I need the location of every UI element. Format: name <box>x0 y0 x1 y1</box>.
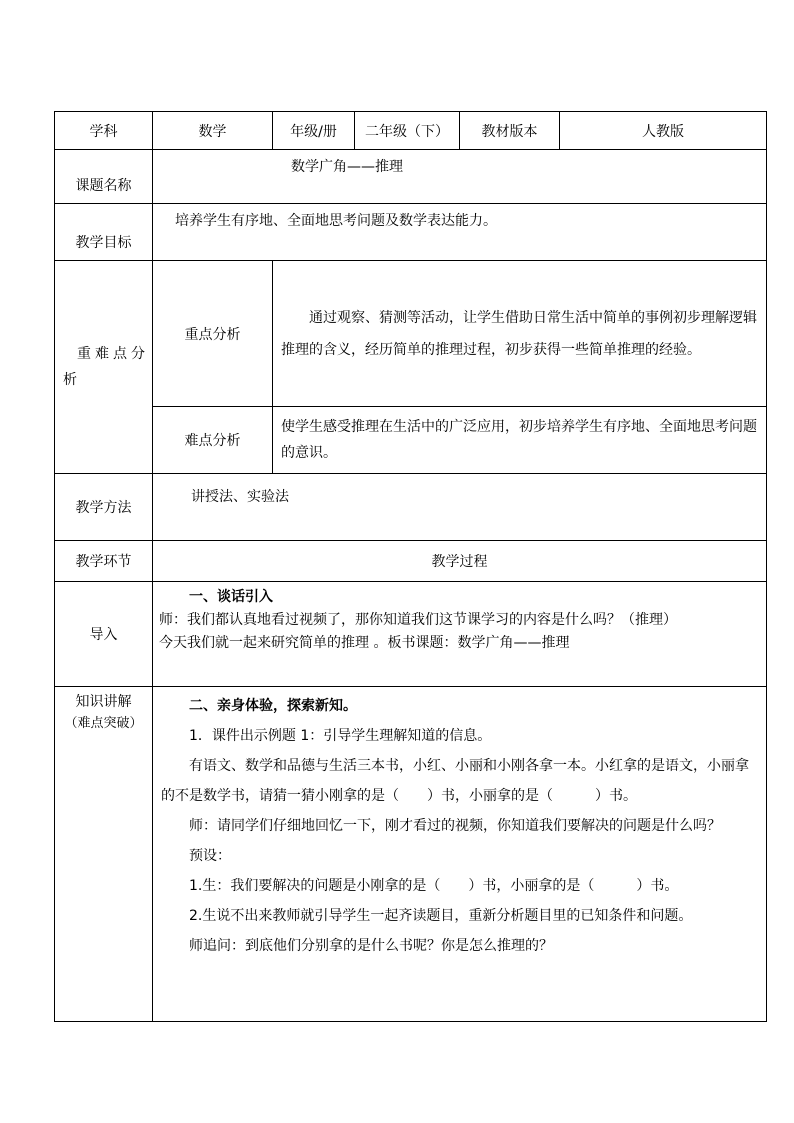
knowledge-p6: 2.生说不出来教师就引导学生一起齐读题目，重新分析题目里的已知条件和问题。 <box>189 908 693 924</box>
knowledge-content <box>153 687 766 967</box>
goal-value: 培养学生有序地、全面地思考问题及数学表达能力。 <box>175 213 497 229</box>
grade-value: 二年级（下） <box>355 112 460 150</box>
topic-label: 课题名称 <box>55 150 153 204</box>
knowledge-p3: 师：请同学们仔细地回忆一下，刚才看过的视频，你知道我们要解决的问题是什么吗？ <box>189 818 721 834</box>
header-row <box>55 112 767 150</box>
method-value: 讲授法、实验法 <box>191 489 289 505</box>
difficult-text: 使学生感受推理在生活中的广泛应用，初步培养学生有序地、全面地思考问题的意识。 <box>281 419 757 461</box>
difficult-label: 难点分析 <box>153 407 273 474</box>
goal-label: 教学目标 <box>55 204 153 261</box>
knowledge-label-2: （难点突破） <box>64 716 143 731</box>
knowledge-p7: 师追问：到底他们分别拿的是什么书呢？你是怎么推理的？ <box>189 938 553 954</box>
topic-value: 数学广角——推理 <box>291 159 403 175</box>
method-cell <box>153 474 767 541</box>
knowledge-label-cell <box>55 687 153 1022</box>
process-header-row <box>55 541 767 582</box>
analysis-label-cell <box>55 261 153 474</box>
intro-cell <box>153 582 767 687</box>
key-analysis-row <box>55 261 767 407</box>
key-text-cell <box>273 261 767 407</box>
difficult-text-cell <box>273 407 767 474</box>
intro-content <box>153 582 766 661</box>
intro-line2: 今天我们就一起来研究简单的推理 。板书课题：数学广角——推理 <box>159 635 570 651</box>
knowledge-label-1: 知识讲解 <box>75 694 132 710</box>
method-label: 教学方法 <box>55 474 153 541</box>
knowledge-p2: 有语文、数学和品德与生活三本书，小红、小丽和小刚各拿一本。小红拿的是语文，小丽拿的不是数学书，请猜一猜小刚拿的是（ ）书，小丽拿的是（ ）书。 <box>161 758 749 804</box>
knowledge-heading: 二、亲身体验，探索新知。 <box>189 698 357 714</box>
topic-wrap <box>153 150 766 191</box>
edition-value: 人教版 <box>560 112 767 150</box>
intro-row <box>55 582 767 687</box>
edition-label: 教材版本 <box>460 112 560 150</box>
subject-label: 学科 <box>55 112 153 150</box>
difficult-analysis-row <box>55 407 767 474</box>
intro-label: 导入 <box>55 582 153 687</box>
analysis-label: 重难点分析 <box>63 346 149 388</box>
intro-heading: 一、谈话引入 <box>189 589 273 605</box>
knowledge-cell <box>153 687 767 1022</box>
knowledge-p1: 1．课件出示例题 1：引导学生理解知道的信息。 <box>189 728 492 744</box>
process-value: 教学过程 <box>153 541 767 582</box>
grade-label: 年级/册 <box>273 112 355 150</box>
knowledge-row <box>55 687 767 1022</box>
key-text: 通过观察、猜测等活动，让学生借助日常生活中简单的事例初步理解逻辑推理的含义，经历简单的推理过程，初步获得一些简单推理的经验。 <box>281 309 757 358</box>
topic-row <box>55 150 767 204</box>
intro-line1: 师：我们都认真地看过视频了，那你知道我们这节课学习的内容是什么吗？（推理） <box>159 612 677 628</box>
lesson-plan-table <box>54 111 767 1022</box>
key-label: 重点分析 <box>153 261 273 407</box>
process-label: 教学环节 <box>55 541 153 582</box>
goal-cell <box>153 204 767 261</box>
method-row <box>55 474 767 541</box>
knowledge-p5: 1.生：我们要解决的问题是小刚拿的是（ ）书，小丽拿的是（ ）书。 <box>189 878 679 894</box>
knowledge-p4: 预设： <box>189 848 231 864</box>
topic-cell <box>153 150 767 204</box>
goal-row <box>55 204 767 261</box>
subject-value: 数学 <box>153 112 273 150</box>
